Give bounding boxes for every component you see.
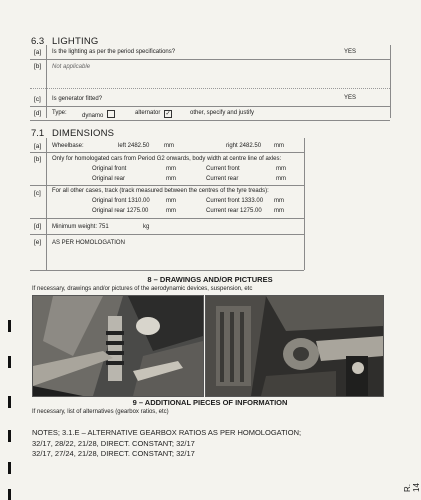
dynamo-checkbox[interactable] [107,110,115,118]
generator-type-label: Type: [52,110,67,116]
suspension-photo-right [205,295,384,397]
orig-front-label: Original front [92,166,127,172]
notes-line: NOTES; 3.1.E – ALTERNATIVE GEARBOX RATIOS AS PER HOMOLOGATION; [32,428,302,437]
divider [390,45,391,118]
divider [30,120,390,121]
wheelbase-left: left 2482.50 [118,143,150,149]
track-orig-rear: Original rear 1275.00 [92,208,149,214]
body-width-note: Only for homologated cars from Period G2 onwards, body width at centre line of axles: [52,156,282,162]
wheelbase-left-unit: mm [164,143,174,149]
wheelbase-right-unit: mm [274,143,284,149]
notes-line: 32/17, 28/22, 21/28, DIRECT. CONSTANT; 32/17 [32,438,195,448]
track-curr-front: Current front 1333.00 [206,198,264,204]
minimum-weight: Minimum weight: 751 [52,224,109,230]
track-note: For all other cases, track (track measured between the centres of the tyre treads): [52,188,269,194]
generator-question: Is generator fitted? [52,96,103,102]
divider [30,218,304,219]
margin-bar [8,396,11,408]
additional-subtitle: If necessary, list of alternatives (gearbox ratios, etc) [32,409,169,415]
notes-block [32,428,392,460]
divider [46,138,47,270]
track-curr-front-unit: mm [274,198,284,204]
divider [30,106,390,107]
divider [30,152,304,153]
margin-bar [8,489,11,500]
suspension-photo-left-image [33,296,203,396]
alternator-label: alternator [135,110,161,116]
divider [30,234,304,235]
drawings-heading: 8 – DRAWINGS AND/OR PICTURES [147,275,273,284]
generator-answer: YES [344,95,357,101]
item-tag: [e] [34,239,42,246]
not-applicable-note: Not applicable [52,64,91,70]
divider [30,185,304,186]
other-option-label: other, specify and justify [190,110,255,116]
track-orig-rear-unit: mm [166,208,176,214]
track-curr-rear: Current rear 1275.00 [206,208,262,214]
lighting-answer: YES [344,49,357,55]
divider [46,45,47,118]
track-orig-front: Original front 1310.00 [92,198,150,204]
divider [30,59,390,60]
divider [30,88,390,89]
item-tag: [b] [34,156,42,163]
margin-bar [8,430,11,442]
curr-rear-label: Current rear [206,176,239,182]
margin-bar [8,356,11,368]
item-tag: [d] [34,110,42,117]
divider [304,138,305,270]
item-tag: [a] [34,49,42,56]
item-tag: [d] [34,223,42,230]
alternator-checkbox[interactable]: ✓ [165,111,171,117]
item-tag: [c] [34,190,41,197]
section-title-lighting: LIGHTING [52,36,99,47]
suspension-photo-left [32,295,204,397]
item-tag: [c] [34,96,41,103]
curr-rear-unit: mm [276,176,286,182]
minimum-weight-unit: kg [143,224,150,230]
page-number: R. 14 [403,483,421,492]
curr-front-unit: mm [276,166,286,172]
track-curr-rear-unit: mm [274,208,284,214]
curr-front-label: Current front [206,166,240,172]
orig-rear-unit: mm [166,176,176,182]
divider [30,270,304,271]
section-title-dimensions: DIMENSIONS [52,128,115,139]
wheelbase-right: right 2482.50 [226,143,262,149]
lighting-question: Is the lighting as per the period specifications? [52,49,176,55]
dynamo-option [82,110,115,119]
dynamo-label: dynamo [82,113,104,119]
drawings-subtitle: If necessary, drawings and/or pictures of the aerodynamic devices, suspension, etc [32,286,253,292]
section-number-lighting: 6.3 [31,36,45,47]
margin-bar [8,320,11,332]
homologation-note: AS PER HOMOLOGATION [52,240,125,246]
section-number-dimensions: 7.1 [31,128,45,139]
suspension-photo-right-image [206,296,383,396]
notes-line: 32/17, 27/24, 21/28, DIRECT. CONSTANT; 32/17 [32,449,195,458]
track-orig-front-unit: mm [166,198,176,204]
wheelbase-label: Wheelbase: [52,143,84,149]
orig-front-unit: mm [166,166,176,172]
alternator-option [135,110,172,118]
additional-heading: 9 – ADDITIONAL PIECES OF INFORMATION [132,398,288,407]
item-tag: [a] [34,143,42,150]
margin-bar [8,462,11,474]
item-tag: [b] [34,63,42,70]
orig-rear-label: Original rear [92,176,126,182]
